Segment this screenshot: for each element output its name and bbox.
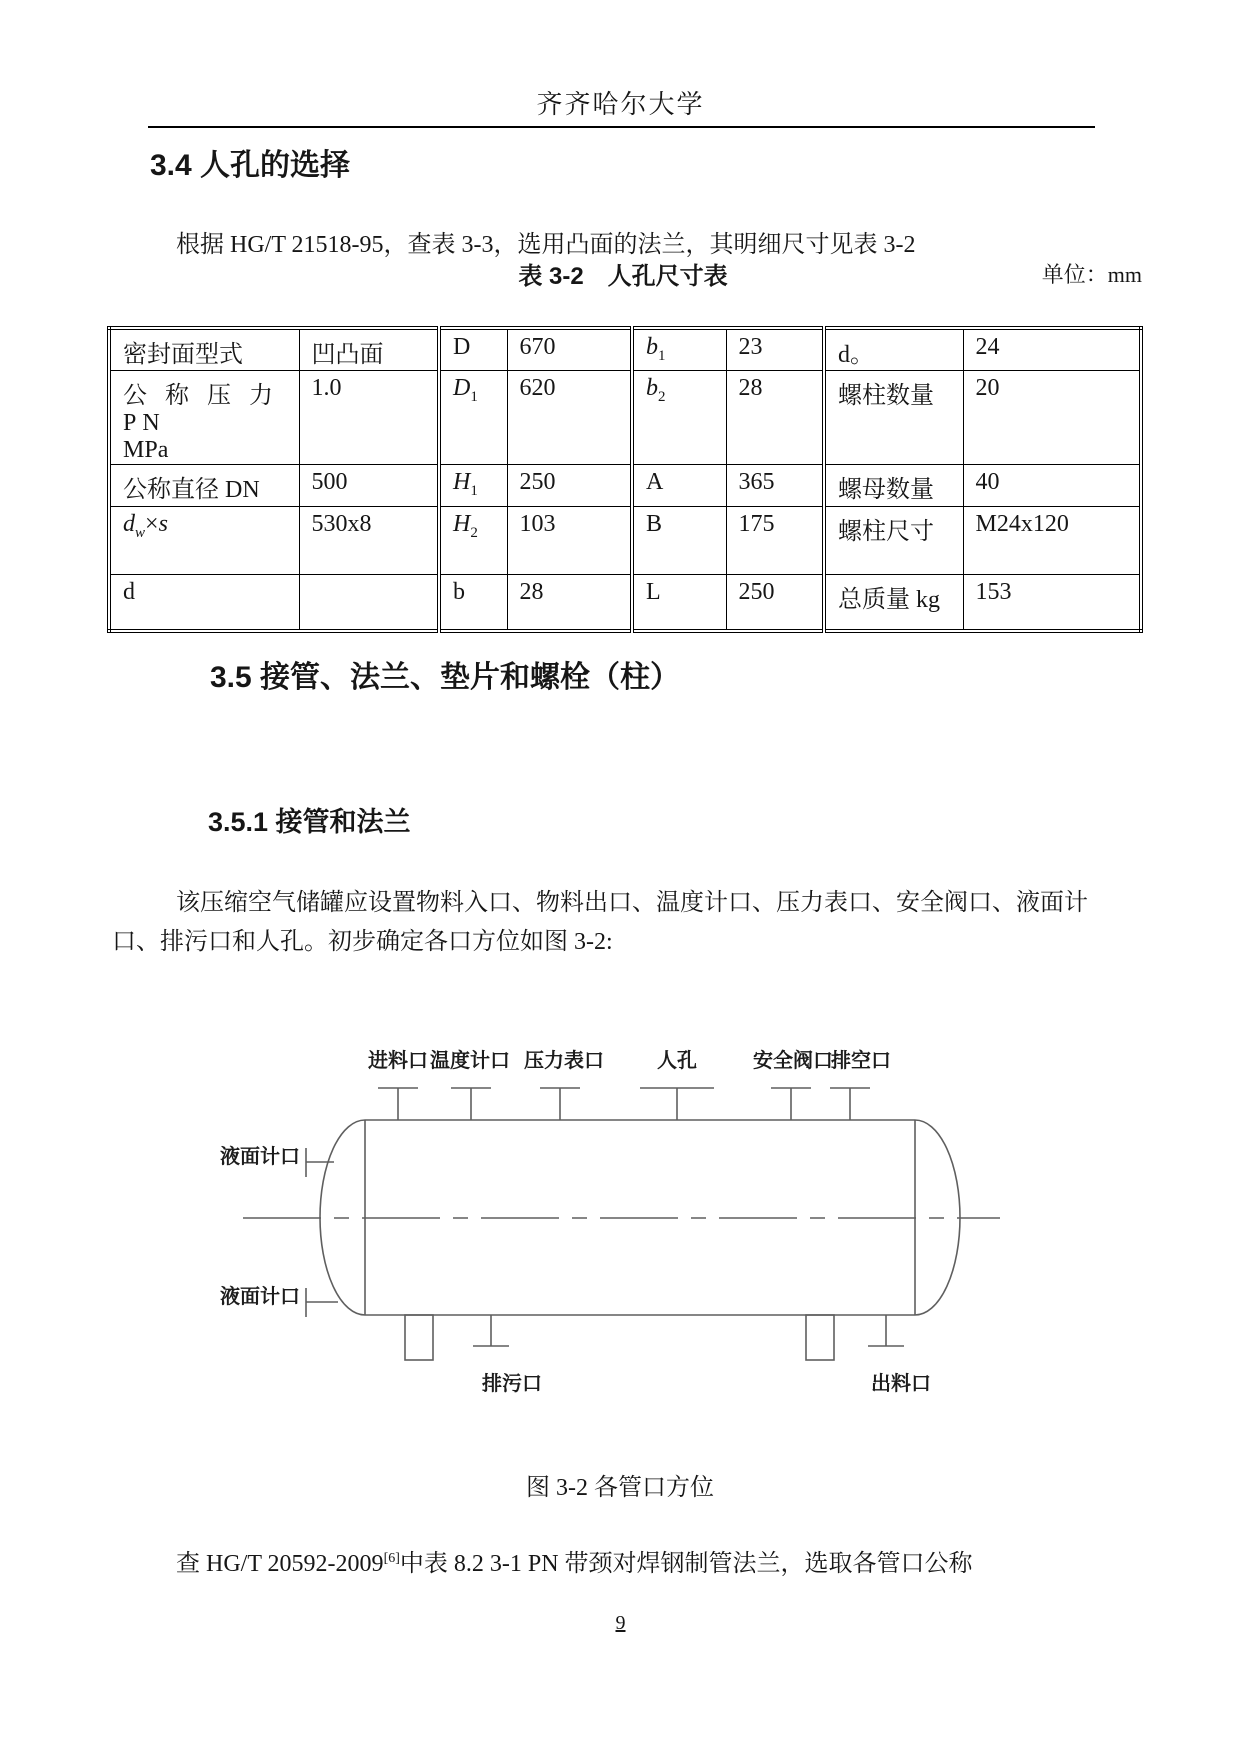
cell-symbol: $b_1$ xyxy=(632,328,726,370)
table-unit: 单位：mm xyxy=(1041,262,1142,287)
label-manhole: 人孔 xyxy=(657,1050,697,1072)
label-outlet-port: 出料口 xyxy=(871,1373,931,1395)
cell-symbol: L xyxy=(632,574,726,631)
cell-value: 24 xyxy=(963,328,1141,370)
cell-value: 28 xyxy=(726,370,824,464)
manhole-dimension-table xyxy=(107,326,1143,633)
cell-value: 365 xyxy=(726,464,824,506)
cell-label: 密封面型式 xyxy=(109,328,299,370)
reference-superscript: [6] xyxy=(383,1551,400,1566)
nozzle-paragraph: 该压缩空气储罐应设置物料入口、物料出口、温度计口、压力表口、安全阀口、液面计口、排污口和人孔。初步确定各口方位如图 3-2: xyxy=(112,890,1088,955)
cell-symbol: $b_2$ xyxy=(632,370,726,464)
heading-3-5: 3.5 接管、法兰、垫片和螺栓（柱） xyxy=(210,661,681,694)
cell-value: 500 xyxy=(299,464,439,506)
level-gauge-lower-mark xyxy=(306,1288,338,1317)
cell-label: 螺柱尺寸 xyxy=(824,506,963,574)
label-thermometer-port: 温度计口 xyxy=(430,1050,510,1072)
cell-label: d。 xyxy=(824,328,963,370)
cell-label: 公 称 压 力 PN MPa xyxy=(109,370,299,464)
cell-value: 23 xyxy=(726,328,824,370)
cell-value xyxy=(299,574,439,631)
heading-3-5-1: 3.5.1 接管和法兰 xyxy=(208,807,411,837)
table-row xyxy=(109,506,1141,574)
figure-caption: 图 3-2 各管口方位 xyxy=(526,1475,714,1501)
label-vent-port: 排空口 xyxy=(831,1050,891,1072)
cell-value: 28 xyxy=(507,574,632,631)
vessel-diagram xyxy=(0,1020,1241,1420)
cell-symbol: D xyxy=(439,328,507,370)
support-leg-right xyxy=(806,1315,834,1360)
label-level-gauge-lower: 液面计口 xyxy=(220,1286,300,1308)
table-title-row xyxy=(107,256,1142,291)
cell-value: 250 xyxy=(507,464,632,506)
cell-value: M24x120 xyxy=(963,506,1141,574)
label-pressure-gauge-port: 压力表口 xyxy=(524,1050,604,1072)
table-row xyxy=(109,464,1141,506)
cell-value: 620 xyxy=(507,370,632,464)
cell-value: 凹凸面 xyxy=(299,328,439,370)
label-level-gauge-upper: 液面计口 xyxy=(220,1146,300,1168)
cell-value: 1.0 xyxy=(299,370,439,464)
cell-value: 175 xyxy=(726,506,824,574)
drain-nozzle xyxy=(473,1315,509,1346)
table-row xyxy=(109,328,1141,370)
cell-symbol: $D_1$ xyxy=(439,370,507,464)
cell-symbol: $H_2$ xyxy=(439,506,507,574)
cell-value: 103 xyxy=(507,506,632,574)
outlet-nozzle xyxy=(868,1315,904,1346)
cell-value: 20 xyxy=(963,370,1141,464)
heading-3-4: 3.4 人孔的选择 xyxy=(150,149,351,182)
cell-label: 螺母数量 xyxy=(824,464,963,506)
cell-symbol: b xyxy=(439,574,507,631)
cell-symbol-dws: $d_w\times s$ xyxy=(109,506,299,574)
support-leg-left xyxy=(405,1315,433,1360)
cell-label: 螺柱数量 xyxy=(824,370,963,464)
cell-value: 530x8 xyxy=(299,506,439,574)
cell-value: 153 xyxy=(963,574,1141,631)
top-nozzles xyxy=(378,1088,870,1120)
university-title: 齐齐哈尔大学 xyxy=(536,90,705,119)
cell-value: 670 xyxy=(507,328,632,370)
intro-paragraph: 根据 HG/T 21518-95，查表 3-3，选用凸面的法兰，其明细尺寸见表 3-2 xyxy=(176,232,916,258)
table-row xyxy=(109,370,1141,464)
level-gauge-upper-mark xyxy=(306,1148,334,1177)
cell-label: d xyxy=(109,574,299,631)
cell-symbol: B xyxy=(632,506,726,574)
table-row xyxy=(109,574,1141,631)
closing-paragraph: 查 HG/T 20592-2009[6]中表 8.2 3-1 PN 带颈对焊钢制管法兰，选取各管口公称 xyxy=(176,1551,973,1577)
page-number: 9 xyxy=(615,1612,626,1634)
label-drain-port: 排污口 xyxy=(482,1373,542,1395)
cell-value: 40 xyxy=(963,464,1141,506)
cell-symbol: $H_1$ xyxy=(439,464,507,506)
cell-symbol: A xyxy=(632,464,726,506)
cell-value: 250 xyxy=(726,574,824,631)
header-rule xyxy=(148,126,1095,128)
table-title: 表 3-2 人孔尺寸表 xyxy=(518,263,728,290)
cell-label: 公称直径 DN xyxy=(109,464,299,506)
table xyxy=(107,326,1143,633)
label-feed-inlet: 进料口 xyxy=(368,1050,428,1072)
cell-label: 总质量 kg xyxy=(824,574,963,631)
label-safety-valve-port: 安全阀口 xyxy=(753,1050,833,1072)
